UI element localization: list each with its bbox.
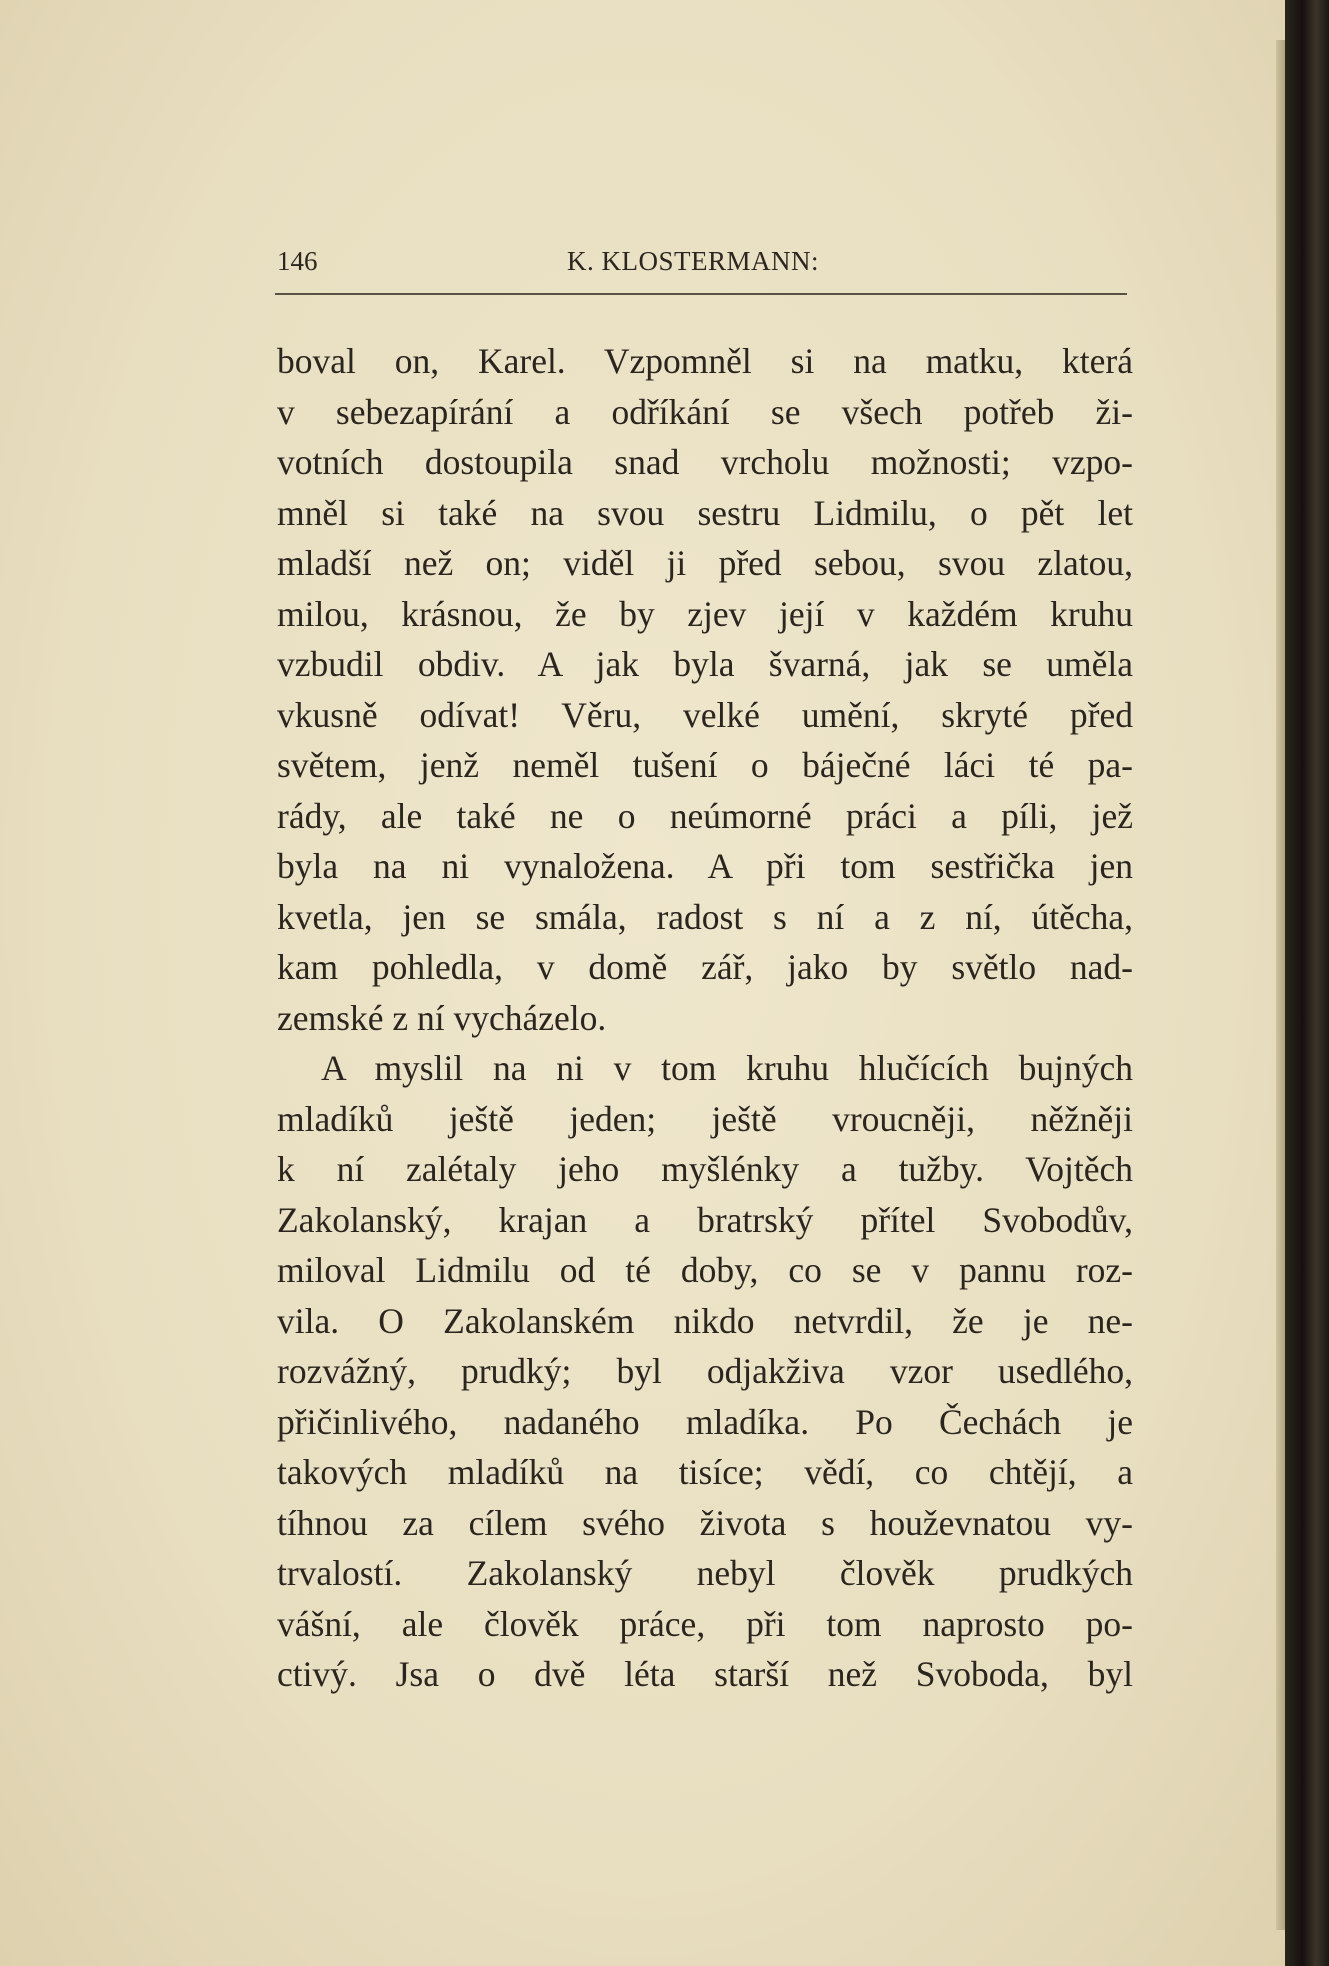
text-line: vila. O Zakolanském nikdo netvrdil, že je ne- <box>277 1300 1133 1341</box>
running-head: K. KLOSTERMANN: <box>567 246 820 276</box>
header-rule <box>275 293 1127 295</box>
text-line: trvalostí. Zakolanský nebyl člověk prudkých <box>277 1553 1133 1593</box>
text-line: mladíků ještě jeden; ještě vroucněji, něžněji <box>277 1098 1133 1139</box>
text-line: milou, krásnou, že by zjev její v každém kruhu <box>277 593 1133 634</box>
page-number: 146 <box>277 246 318 276</box>
text-line: zemské z ní vycházelo. <box>277 997 607 1038</box>
text-line: vkusně odívat! Věru, velké umění, skryté před <box>277 694 1133 735</box>
text-line: kam pohledla, v domě zář, jako by světlo nad- <box>277 947 1133 987</box>
text-line: přičinlivého, nadaného mladíka. Po Čechách je <box>277 1401 1133 1442</box>
text-line: byla na ni vynaložena. A při tom sestřička jen <box>277 846 1133 886</box>
text-line: ctivý. Jsa o dvě léta starší než Svoboda, byl <box>277 1654 1133 1694</box>
text-line: A myslil na ni v tom kruhu hlučících bujných <box>321 1048 1133 1088</box>
page-header <box>277 246 1127 286</box>
text-line: rády, ale také ne o neúmorné práci a píli, jež <box>277 795 1133 836</box>
text-line: v sebezapírání a odříkání se všech potřeb ži- <box>277 391 1133 432</box>
text-line: miloval Lidmilu od té doby, co se v pannu roz- <box>277 1250 1133 1290</box>
text-line: takových mladíků na tisíce; vědí, co chtějí, a <box>277 1452 1133 1492</box>
text-line: mladší než on; viděl ji před sebou, svou zlatou, <box>277 543 1133 583</box>
text-line: vášní, ale člověk práce, při tom naprosto po- <box>277 1603 1133 1644</box>
text-line: světem, jenž neměl tušení o báječné láci té pa- <box>277 745 1133 785</box>
book-gutter <box>1285 0 1329 1966</box>
text-line: kvetla, jen se smála, radost s ní a z ní, útěcha, <box>277 896 1133 937</box>
text-line: mněl si také na svou sestru Lidmilu, o pět let <box>277 492 1133 533</box>
text-line: k ní zalétaly jeho myšlénky a tužby. Vojtěch <box>277 1149 1133 1189</box>
text-line: rozvážný, prudký; byl odjakživa vzor usedlého, <box>277 1351 1133 1391</box>
text-line: tíhnou za cílem svého života s houževnatou vy- <box>277 1502 1133 1543</box>
text-line: vzbudil obdiv. A jak byla švarná, jak se uměla <box>277 644 1133 684</box>
body-text <box>277 336 1133 1700</box>
text-line: Zakolanský, krajan a bratrský přítel Svobodův, <box>277 1199 1133 1240</box>
text-line: votních dostoupila snad vrcholu možnosti; vzpo- <box>277 442 1133 482</box>
text-line: boval on, Karel. Vzpomněl si na matku, která <box>277 341 1133 381</box>
